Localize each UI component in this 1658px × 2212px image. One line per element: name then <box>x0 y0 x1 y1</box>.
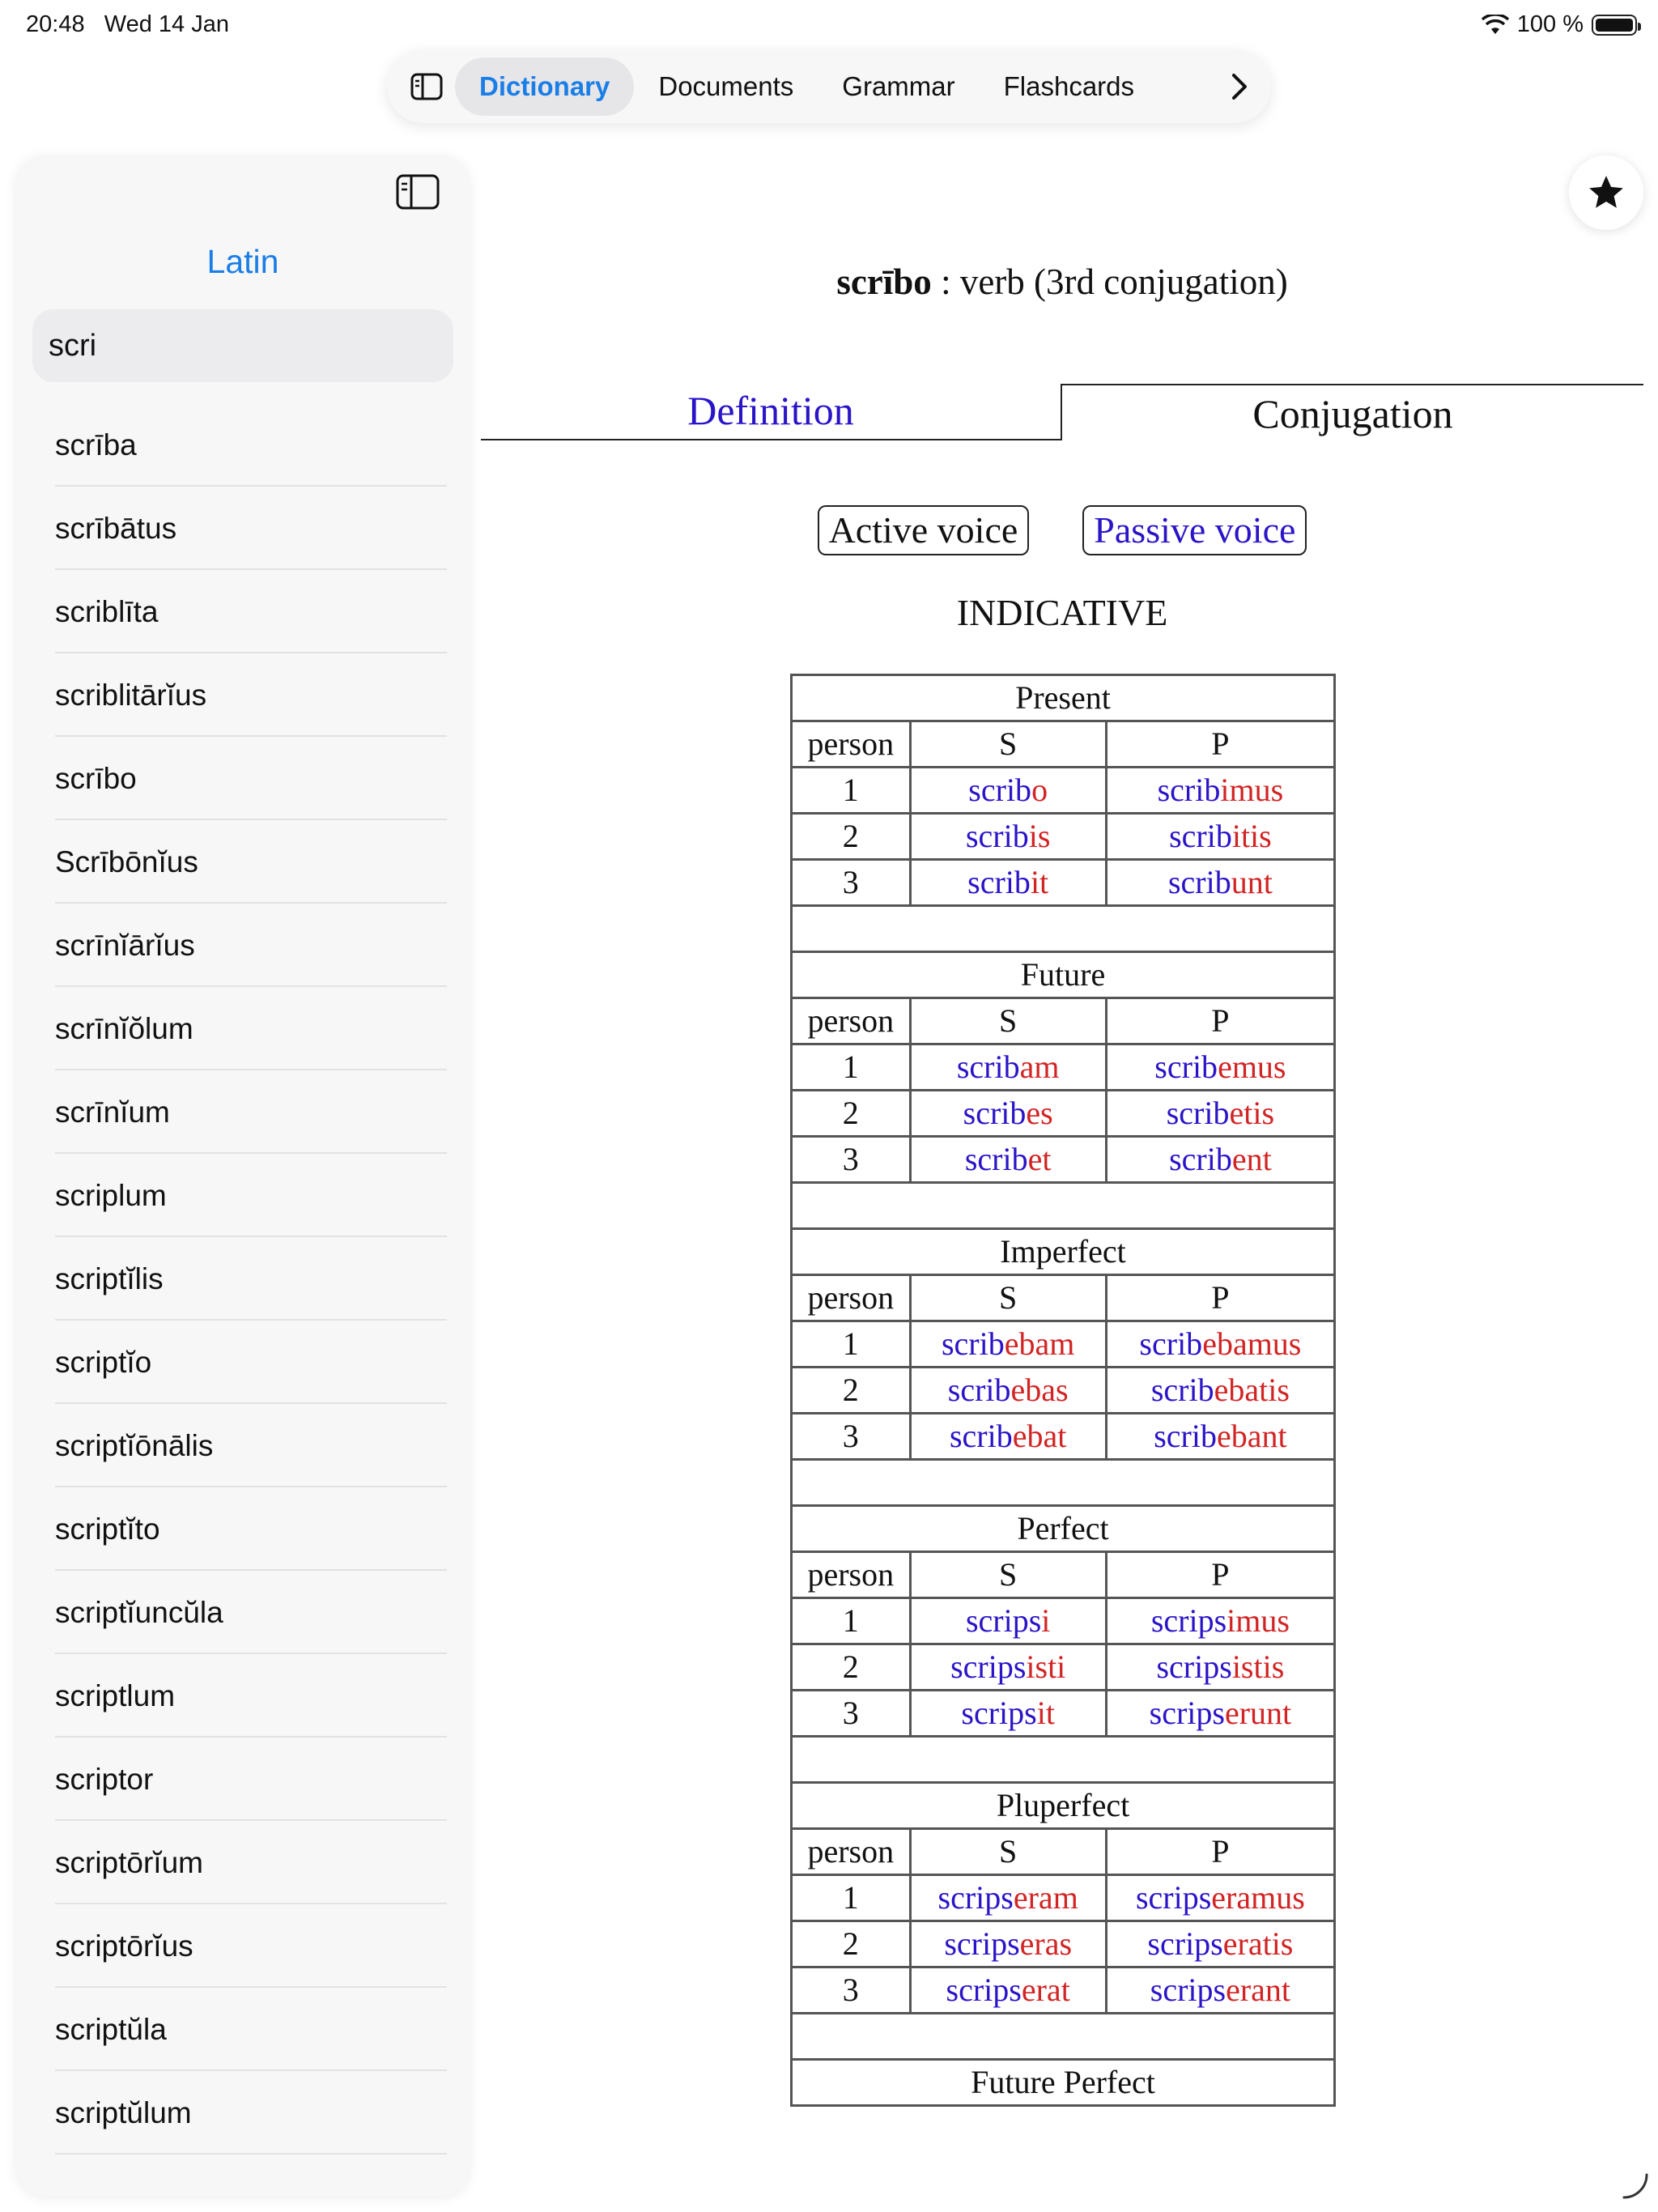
column-header-row <box>792 998 1335 1044</box>
verb-ending: itis <box>1231 818 1272 854</box>
verb-stem: scrips <box>965 1602 1042 1639</box>
verb-ending: ebant <box>1216 1418 1287 1454</box>
column-header-row <box>792 721 1335 768</box>
table-row <box>792 1967 1335 2014</box>
entry-headline <box>481 261 1643 303</box>
table-row <box>792 1137 1335 1183</box>
table-row <box>792 814 1335 860</box>
verb-ending: eratis <box>1222 1925 1294 1962</box>
verb-ending: ebam <box>1004 1325 1075 1362</box>
verb-stem: scrib <box>968 772 1032 808</box>
battery-percent: 100 % <box>1516 11 1584 37</box>
active-voice-button[interactable]: Active voice <box>818 505 1030 555</box>
list-item[interactable]: scriptōrĭum <box>55 1821 447 1904</box>
singular-header: S <box>910 998 1106 1044</box>
verb-ending: istis <box>1231 1648 1285 1685</box>
singular-form <box>910 768 1106 814</box>
singular-form <box>910 1875 1106 1921</box>
column-header-row <box>792 1552 1335 1598</box>
verb-stem: scrib <box>1157 772 1221 808</box>
mood-heading: INDICATIVE <box>956 592 1168 633</box>
verb-ending: emus <box>1218 1049 1286 1085</box>
verb-stem: scrib <box>1150 1372 1214 1408</box>
list-item[interactable]: scriptlum <box>55 1654 447 1738</box>
passive-voice-button[interactable]: Passive voice <box>1082 505 1307 555</box>
table-row <box>792 1044 1335 1091</box>
person-number: 1 <box>792 1321 911 1368</box>
singular-form <box>910 1921 1106 1967</box>
status-bar-time: 20:48 Wed 14 Jan <box>26 11 229 37</box>
table-row <box>792 768 1335 814</box>
tense-name: Future Perfect <box>792 2060 1335 2106</box>
verb-stem: scrib <box>949 1418 1013 1454</box>
verb-ending: ebatis <box>1214 1372 1290 1408</box>
spacer-cell <box>792 1460 1335 1506</box>
plural-form <box>1106 1598 1334 1644</box>
list-item[interactable]: scriptŭla <box>55 1988 447 2071</box>
status-bar-right <box>1482 11 1637 38</box>
singular-header: S <box>910 1275 1106 1321</box>
verb-ending: ebas <box>1010 1372 1069 1408</box>
tense-name: Imperfect <box>792 1229 1335 1275</box>
person-number: 1 <box>792 1598 911 1644</box>
spacer-row <box>792 1737 1335 1783</box>
table-row <box>792 1368 1335 1414</box>
verb-stem: scrips <box>1156 1648 1232 1685</box>
plural-form <box>1106 860 1334 906</box>
spacer-cell <box>792 1183 1335 1229</box>
list-item[interactable]: scrībo <box>55 737 447 820</box>
person-number: 2 <box>792 1644 911 1691</box>
person-number: 1 <box>792 1044 911 1091</box>
verb-stem: scrips <box>1147 1925 1223 1962</box>
verb-stem: scrib <box>1154 1049 1218 1085</box>
verb-ending: erunt <box>1224 1695 1292 1731</box>
list-item[interactable]: scriblitārĭus <box>55 653 447 737</box>
list-item[interactable]: scriptōrĭus <box>55 1904 447 1988</box>
verb-stem: scrips <box>946 1972 1022 2008</box>
list-item[interactable]: scrīnĭum <box>55 1070 447 1154</box>
table-row <box>792 1644 1335 1691</box>
chevron-right-icon[interactable] <box>1219 73 1260 100</box>
wifi-icon <box>1482 15 1509 36</box>
verb-ending: eram <box>1013 1879 1078 1916</box>
resize-handle-icon[interactable] <box>1621 2172 1650 2201</box>
verb-ending: eramus <box>1211 1879 1305 1916</box>
battery-icon <box>1592 15 1637 36</box>
table-row <box>792 1875 1335 1921</box>
singular-form <box>910 1598 1106 1644</box>
tense-name: Future <box>792 952 1335 998</box>
person-number: 2 <box>792 814 911 860</box>
sidebar-toggle-icon[interactable] <box>398 60 455 113</box>
voice-selector <box>481 505 1643 555</box>
plural-header: P <box>1106 1275 1334 1321</box>
verb-stem: scrips <box>937 1879 1014 1916</box>
singular-form <box>910 1044 1106 1091</box>
spacer-row <box>792 1183 1335 1229</box>
entry-panel <box>481 243 1643 2178</box>
person-number: 2 <box>792 1368 911 1414</box>
tab-dictionary[interactable]: Dictionary <box>455 57 634 116</box>
plural-header: P <box>1106 1829 1334 1875</box>
verb-stem: scrib <box>1169 1141 1232 1177</box>
column-header-row <box>792 1829 1335 1875</box>
tab-flashcards[interactable]: Flashcards <box>1003 71 1135 101</box>
plural-header: P <box>1106 721 1334 768</box>
verb-stem: scrips <box>1150 1602 1227 1639</box>
tab-definition[interactable]: Definition <box>481 382 1061 440</box>
tense-name: Perfect <box>792 1506 1335 1552</box>
list-item[interactable]: Scrībōnĭus <box>55 820 447 904</box>
singular-form <box>910 1414 1106 1460</box>
headword: scrībo <box>836 262 932 302</box>
list-item[interactable]: scrībātus <box>55 487 447 570</box>
headword-info: : verb (3rd conjugation) <box>931 262 1288 302</box>
tense-header-row <box>792 675 1335 721</box>
list-item[interactable]: scriptor <box>55 1738 447 1821</box>
tense-header-row <box>792 952 1335 998</box>
plural-header: P <box>1106 1552 1334 1598</box>
verb-ending: isti <box>1026 1648 1066 1685</box>
verb-stem: scrib <box>1139 1325 1203 1362</box>
tense-header-row <box>792 2060 1335 2106</box>
table-row <box>792 1091 1335 1137</box>
verb-ending: erat <box>1021 1972 1070 2008</box>
list-item[interactable]: scriblīta <box>55 570 447 653</box>
verb-ending: ebamus <box>1202 1325 1302 1362</box>
table-row <box>792 1598 1335 1644</box>
person-header: person <box>792 1552 911 1598</box>
verb-stem: scrips <box>1135 1879 1212 1916</box>
plural-form <box>1106 768 1334 814</box>
plural-form <box>1106 1691 1334 1737</box>
language-title[interactable]: Latin <box>206 243 279 280</box>
word-list <box>55 403 447 2155</box>
top-tab-bar <box>387 50 1271 123</box>
verb-stem: scrips <box>944 1925 1020 1962</box>
verb-ending: it <box>1036 1695 1055 1731</box>
plural-form <box>1106 1875 1334 1921</box>
verb-stem: scrib <box>941 1325 1005 1362</box>
person-header: person <box>792 998 911 1044</box>
tense-header-row <box>792 1229 1335 1275</box>
person-number: 3 <box>792 1137 911 1183</box>
singular-form <box>910 860 1106 906</box>
verb-stem: scrib <box>956 1049 1020 1085</box>
plural-form <box>1106 1368 1334 1414</box>
list-item[interactable]: scrīnĭŏlum <box>55 987 447 1070</box>
singular-form <box>910 814 1106 860</box>
plural-form <box>1106 1644 1334 1691</box>
verb-stem: scrib <box>1166 1095 1230 1131</box>
plural-form <box>1106 1414 1334 1460</box>
verb-ending: is <box>1028 818 1051 854</box>
star-icon <box>1586 172 1626 213</box>
plural-form <box>1106 1044 1334 1091</box>
verb-stem: scrib <box>1167 864 1231 900</box>
verb-stem: scrib <box>1154 1418 1217 1454</box>
person-number: 2 <box>792 1091 911 1137</box>
list-item[interactable]: scriptĭlis <box>55 1237 447 1321</box>
sidebar-collapse-icon[interactable] <box>395 173 440 211</box>
person-number: 3 <box>792 860 911 906</box>
verb-stem: scrips <box>1150 1972 1226 2008</box>
spacer-cell <box>792 2014 1335 2060</box>
tense-header-row <box>792 1506 1335 1552</box>
verb-ending: ebat <box>1012 1418 1067 1454</box>
person-number: 1 <box>792 768 911 814</box>
verb-stem: scrib <box>965 818 1029 854</box>
table-row <box>792 1321 1335 1368</box>
singular-header: S <box>910 721 1106 768</box>
verb-ending: imus <box>1226 1602 1290 1639</box>
person-header: person <box>792 1829 911 1875</box>
list-item[interactable]: scriptŭlum <box>55 2071 447 2155</box>
table-row <box>792 1414 1335 1460</box>
tab-grammar[interactable]: Grammar <box>842 71 955 101</box>
spacer-cell <box>792 1737 1335 1783</box>
singular-header: S <box>910 1829 1106 1875</box>
verb-ending: unt <box>1231 864 1273 900</box>
plural-form <box>1106 1967 1334 2014</box>
spacer-row <box>792 1460 1335 1506</box>
verb-stem: scrib <box>963 1095 1027 1131</box>
verb-ending: am <box>1019 1049 1060 1085</box>
list-item[interactable]: scriptĭo <box>55 1321 447 1404</box>
table-row <box>792 860 1335 906</box>
verb-ending: etis <box>1229 1095 1275 1131</box>
verb-ending: es <box>1026 1095 1053 1131</box>
verb-stem: scrib <box>1169 818 1232 854</box>
verb-ending: o <box>1031 772 1048 808</box>
list-item[interactable]: scrība <box>55 403 447 487</box>
person-header: person <box>792 721 911 768</box>
tense-header-row <box>792 1783 1335 1829</box>
person-number: 2 <box>792 1921 911 1967</box>
spacer-row <box>792 906 1335 952</box>
list-item[interactable]: scriptĭuncŭla <box>55 1571 447 1654</box>
list-item[interactable]: scrīnĭārĭus <box>55 904 447 987</box>
verb-stem: scrips <box>1149 1695 1225 1731</box>
verb-stem: scrib <box>947 1372 1011 1408</box>
spacer-row <box>792 2014 1335 2060</box>
list-item[interactable]: scriplum <box>55 1154 447 1237</box>
verb-ending: erant <box>1226 1972 1291 2008</box>
tab-conjugation[interactable]: Conjugation <box>1061 384 1643 440</box>
verb-ending: ent <box>1231 1141 1272 1177</box>
conjugation-table <box>790 674 1336 2107</box>
spacer-cell <box>792 906 1335 952</box>
singular-form <box>910 1368 1106 1414</box>
plural-form <box>1106 1321 1334 1368</box>
tense-name: Present <box>792 675 1335 721</box>
column-header-row <box>792 1275 1335 1321</box>
person-number: 3 <box>792 1691 911 1737</box>
favorite-button[interactable] <box>1569 155 1643 230</box>
singular-form <box>910 1137 1106 1183</box>
plural-form <box>1106 1921 1334 1967</box>
verb-stem: scrib <box>964 1141 1028 1177</box>
singular-form <box>910 1644 1106 1691</box>
tense-name: Pluperfect <box>792 1783 1335 1829</box>
search-input[interactable]: scri <box>32 309 453 382</box>
person-header: person <box>792 1275 911 1321</box>
sidebar <box>16 155 470 2196</box>
verb-stem: scrips <box>950 1648 1027 1685</box>
plural-form <box>1106 1091 1334 1137</box>
verb-ending: et <box>1027 1141 1052 1177</box>
person-number: 1 <box>792 1875 911 1921</box>
singular-form <box>910 1967 1106 2014</box>
singular-form <box>910 1321 1106 1368</box>
verb-stem: scrips <box>961 1695 1037 1731</box>
person-number: 3 <box>792 1967 911 2014</box>
singular-form <box>910 1691 1106 1737</box>
verb-ending: imus <box>1220 772 1284 808</box>
singular-form <box>910 1091 1106 1137</box>
verb-stem: scrib <box>967 864 1031 900</box>
table-row <box>792 1921 1335 1967</box>
table-row <box>792 1691 1335 1737</box>
singular-header: S <box>910 1552 1106 1598</box>
list-item[interactable]: scriptĭōnālis <box>55 1404 447 1487</box>
person-number: 3 <box>792 1414 911 1460</box>
plural-header: P <box>1106 998 1334 1044</box>
verb-ending: eras <box>1019 1925 1073 1962</box>
verb-ending: it <box>1030 864 1049 900</box>
verb-ending: i <box>1041 1602 1051 1639</box>
plural-form <box>1106 1137 1334 1183</box>
plural-form <box>1106 814 1334 860</box>
tab-documents[interactable]: Documents <box>658 71 794 101</box>
list-item[interactable]: scriptĭto <box>55 1487 447 1571</box>
